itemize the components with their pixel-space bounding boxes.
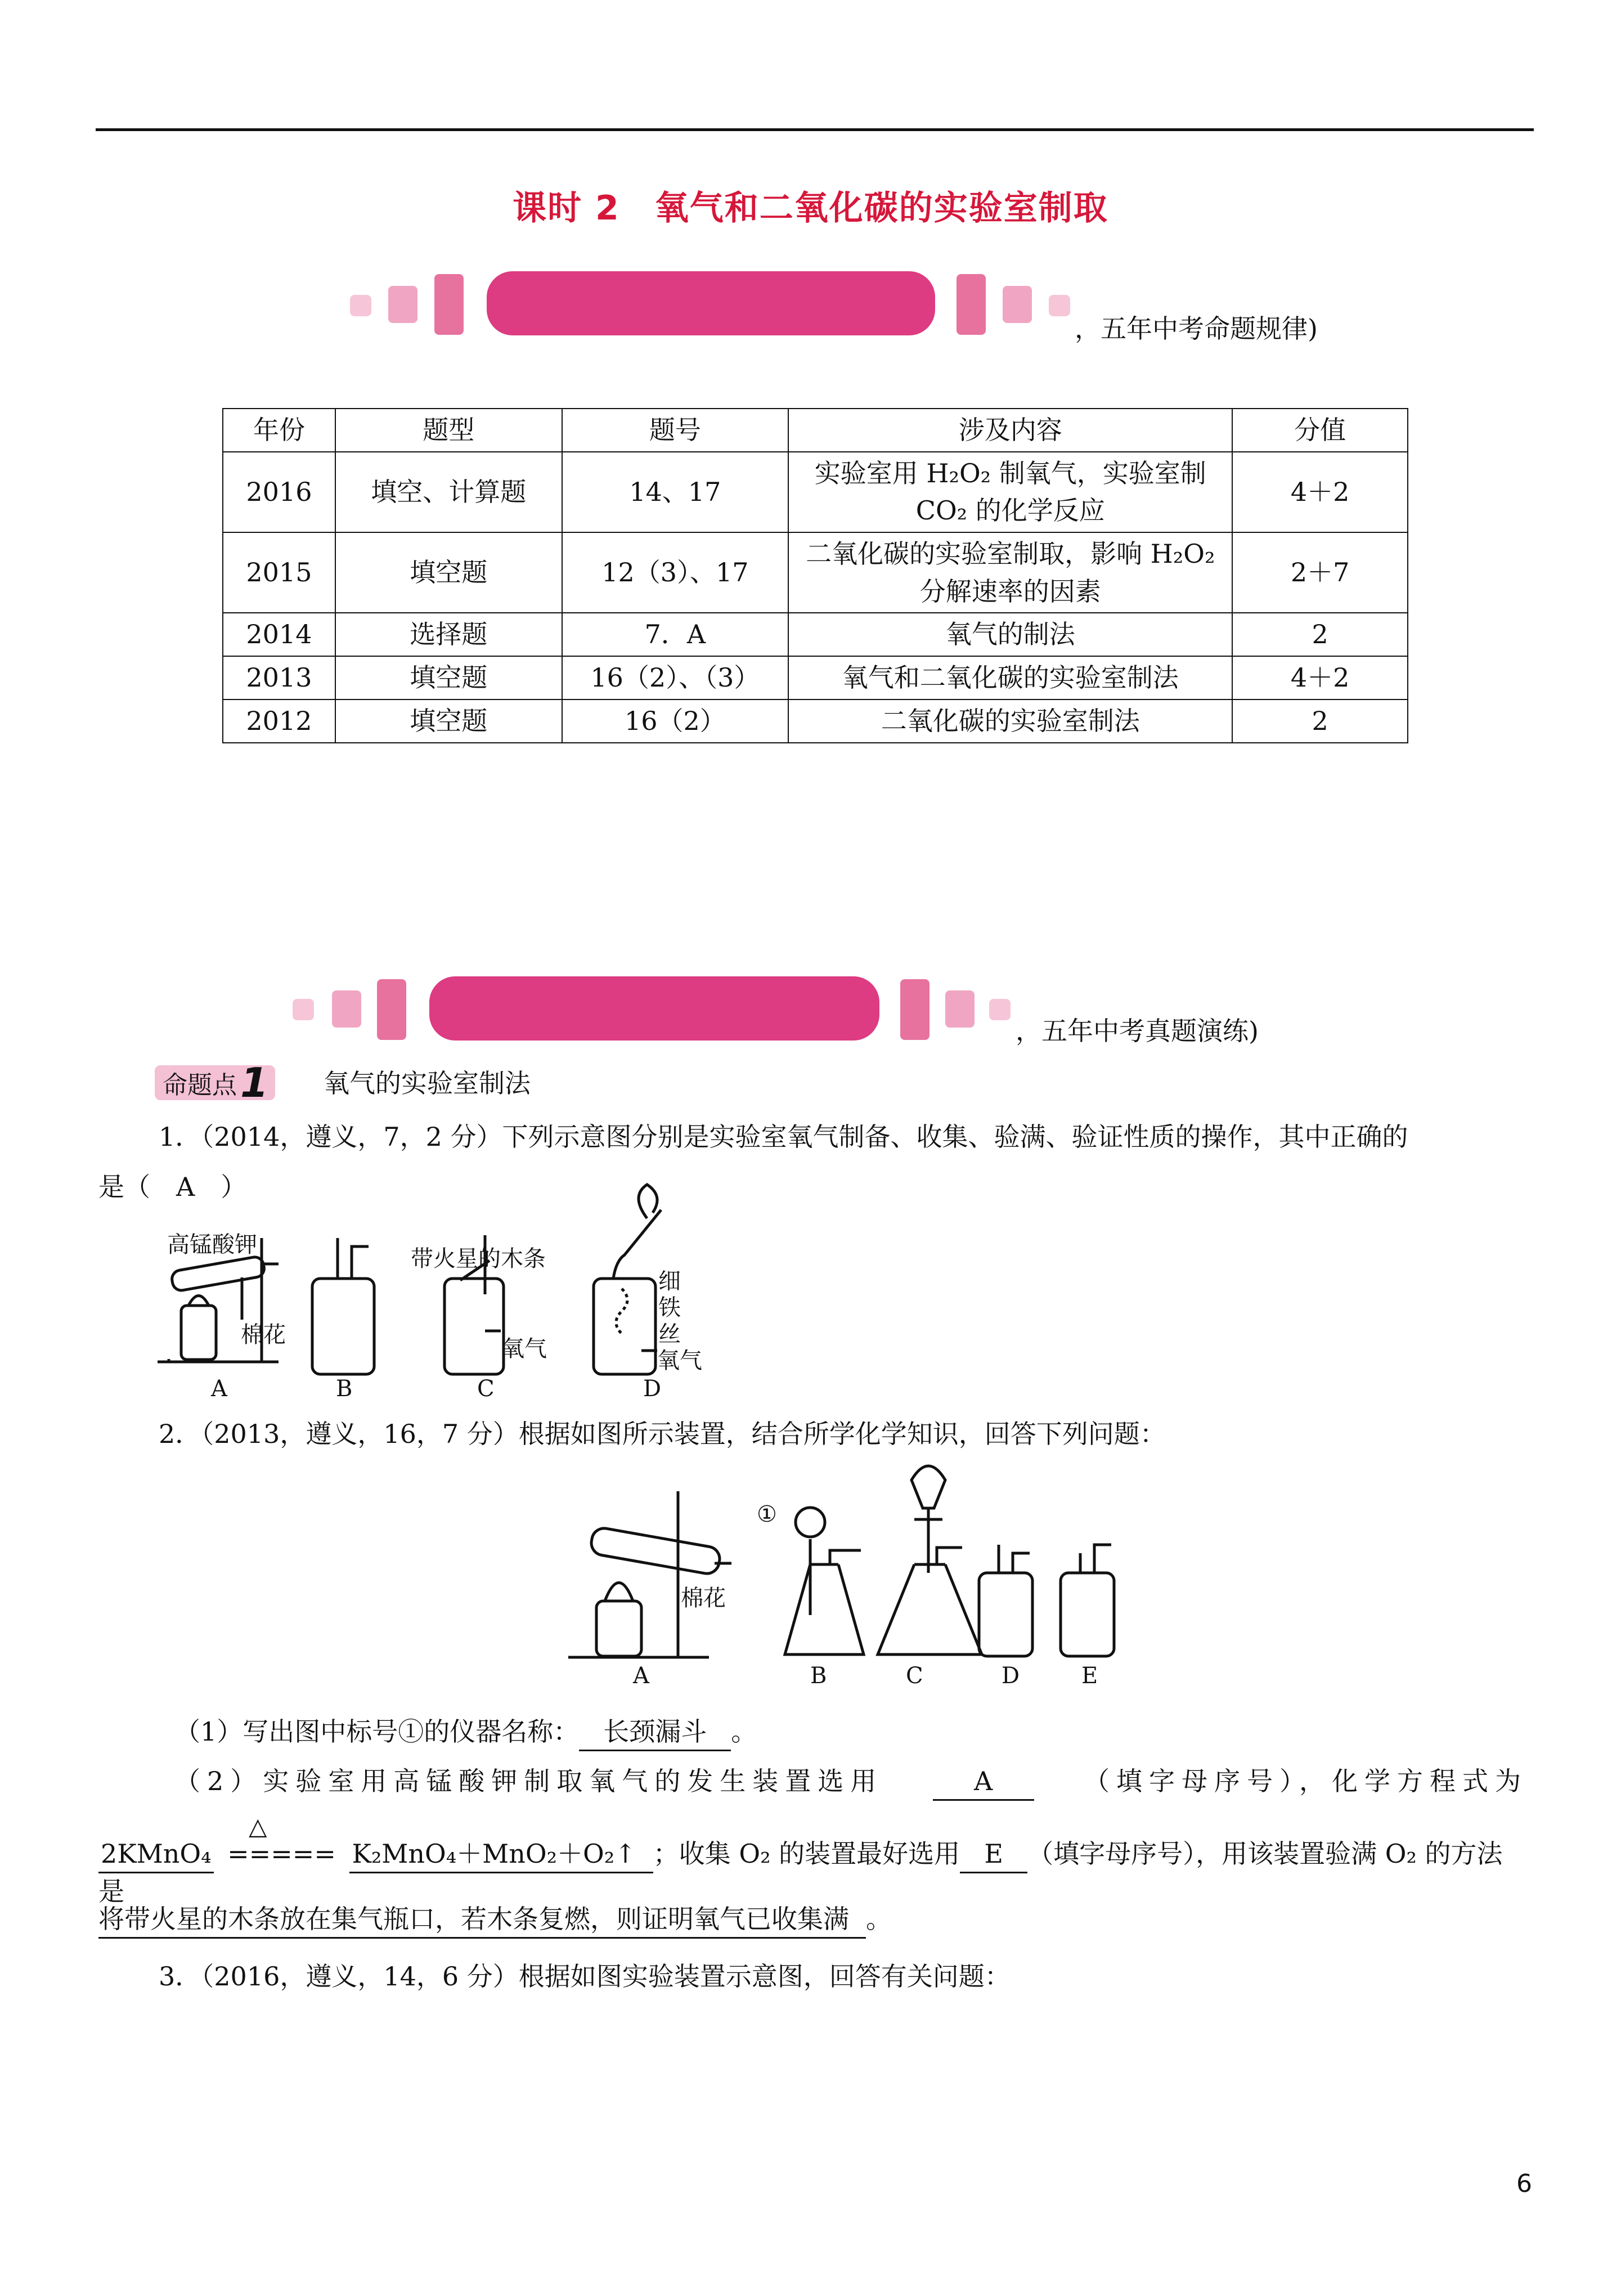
table-header-cell: 题型 xyxy=(335,409,562,452)
table-cell: 2 xyxy=(1232,699,1408,743)
table-cell: 4＋2 xyxy=(1232,656,1408,699)
q2-part1 xyxy=(174,1714,757,1751)
band-deco xyxy=(1049,295,1070,316)
table-cell: 4＋2 xyxy=(1232,452,1408,532)
eq-sign xyxy=(227,1813,336,1872)
table-cell: 二氧化碳的实验室制取，影响 H₂O₂ 分解速率的因素 xyxy=(788,532,1232,613)
q2-part2-line2 xyxy=(98,1813,1528,1909)
topic-tag xyxy=(155,1059,275,1106)
table-header-cell: 分值 xyxy=(1232,409,1408,452)
wire-label: 细 xyxy=(658,1268,681,1294)
oxygen-label: 氧气 xyxy=(502,1336,547,1362)
table-cell: 实验室用 H₂O₂ 制氧气，实验室制 CO₂ 的化学反应 xyxy=(788,452,1232,532)
band-deco xyxy=(332,990,361,1028)
top-rule xyxy=(96,128,1534,131)
q3-stem: 3．（2016，遵义，14，6 分）根据如图实验装置示意图，回答有关问题： xyxy=(159,1961,1011,1992)
section-band-pill xyxy=(487,271,935,335)
option-label: B xyxy=(336,1376,353,1402)
q2-part1-end: 。 xyxy=(731,1716,757,1747)
q2-part2-answer3: 将带火星的木条放在集气瓶口，若木条复燃，则证明氧气已收集满 xyxy=(98,1901,866,1939)
table-header-cell: 涉及内容 xyxy=(788,409,1232,452)
table-cell: 2016 xyxy=(223,452,335,532)
band-deco xyxy=(957,274,986,335)
q2-part2-text: （2）实验室用高锰酸钾制取氧气的发生装置选用 xyxy=(174,1766,883,1796)
q2-part2-text2: （填字母序号），化学方程式为 xyxy=(1084,1766,1528,1796)
table-header-cell: 题号 xyxy=(562,409,789,452)
option-label: A xyxy=(633,1663,649,1689)
topic-label: 命题点 xyxy=(163,1071,237,1100)
q2-part1-answer: 长颈漏斗 xyxy=(579,1714,731,1751)
q2-stem: 2．（2013，遵义，16，7 分）根据如图所示装置，结合所学化学知识，回答下列问题： xyxy=(159,1419,1166,1449)
table-cell: 填空题 xyxy=(335,656,562,699)
table-cell: 16（2）、（3） xyxy=(562,656,789,699)
topic-number: 1 xyxy=(240,1059,269,1106)
option-label: A xyxy=(211,1376,227,1402)
q2-part2-end: 。 xyxy=(866,1904,892,1934)
topic-title: 氧气的实验室制法 xyxy=(324,1068,531,1098)
section-band-pill xyxy=(429,976,879,1041)
table-cell: 二氧化碳的实验室制法 xyxy=(788,699,1232,743)
table-cell: 选择题 xyxy=(335,613,562,656)
section-caption: ，五年中考真题演练) xyxy=(1016,1016,1259,1046)
table-row xyxy=(223,532,1408,613)
table-cell: 2013 xyxy=(223,656,335,699)
table-header-row xyxy=(223,409,1408,452)
q2-part2-line1 xyxy=(174,1763,1528,1801)
eq-sign-text: ===== xyxy=(227,1838,336,1869)
band-deco xyxy=(377,979,406,1040)
table-cell: 2012 xyxy=(223,699,335,743)
option-label: D xyxy=(643,1376,662,1402)
table-row xyxy=(223,699,1408,743)
eq-right: K₂MnO₄＋MnO₂＋O₂↑ xyxy=(349,1836,653,1873)
option-label: D xyxy=(1002,1663,1020,1689)
band-deco xyxy=(293,999,314,1020)
table-row xyxy=(223,452,1408,532)
table-cell: 2014 xyxy=(223,613,335,656)
band-deco xyxy=(388,286,417,323)
band-deco xyxy=(900,979,930,1040)
wire-label: 铁 xyxy=(658,1295,681,1321)
q2-part2-text3: ；收集 O₂ 的装置最好选用 xyxy=(653,1838,960,1869)
band-deco xyxy=(945,990,975,1028)
table-cell: 填空题 xyxy=(335,532,562,613)
table-cell: 12（3）、17 xyxy=(562,532,789,613)
marker-label: ① xyxy=(757,1501,777,1527)
band-deco xyxy=(1003,286,1032,323)
option-label: B xyxy=(810,1663,827,1689)
wire-label: 丝 xyxy=(658,1321,681,1347)
table-cell: 2＋7 xyxy=(1232,532,1408,613)
cotton-label: 棉花 xyxy=(681,1585,726,1611)
q1-stem: 1．（2014，遵义，7，2 分）下列示意图分别是实验室氧气制备、收集、验满、验证性质的操作，其中正确的 xyxy=(159,1122,1408,1152)
table-cell: 氧气和二氧化碳的实验室制法 xyxy=(788,656,1232,699)
table-header-cell: 年份 xyxy=(223,409,335,452)
eq-left: 2KMnO₄ xyxy=(98,1836,214,1873)
option-label: E xyxy=(1081,1663,1098,1689)
table-row xyxy=(223,656,1408,699)
table-cell: 填空题 xyxy=(335,699,562,743)
option-label: C xyxy=(477,1376,495,1402)
q2-part2-answer: A xyxy=(933,1763,1034,1801)
heat-symbol: △ xyxy=(249,1813,267,1840)
band-deco xyxy=(350,295,371,316)
q2-part2-text4: （填字母序号），用该装置验满 O₂ 的方法是 xyxy=(98,1838,1503,1907)
lesson-title: 课时 2 氧气和二氧化碳的实验室制取 xyxy=(513,189,1108,228)
table-cell: 2015 xyxy=(223,532,335,613)
band-deco xyxy=(434,274,464,335)
option-label: C xyxy=(906,1663,923,1689)
splint-label: 带火星的木条 xyxy=(411,1246,546,1272)
q2-part1-text: （1）写出图中标号①的仪器名称： xyxy=(174,1716,580,1747)
oxygen-label: 氧气 xyxy=(657,1348,702,1374)
table-row xyxy=(223,613,1408,656)
section-caption: ，五年中考命题规律) xyxy=(1075,313,1318,344)
reagent-label: 高锰酸钾 xyxy=(167,1232,257,1258)
table-cell: 14、17 xyxy=(562,452,789,532)
exam-stats-table xyxy=(222,408,1408,743)
table-cell: 氧气的制法 xyxy=(788,613,1232,656)
q1-answer-line: 是（ A ） xyxy=(98,1172,247,1202)
table-cell: 2 xyxy=(1232,613,1408,656)
band-deco xyxy=(989,999,1011,1020)
table-cell: 7．A xyxy=(562,613,789,656)
q2-part2-answer2: E xyxy=(960,1836,1027,1873)
q2-part2-line3 xyxy=(98,1901,892,1939)
page-number: 6 xyxy=(1516,2169,1532,2198)
table-cell: 填空、计算题 xyxy=(335,452,562,532)
table-cell: 16（2） xyxy=(562,699,789,743)
cotton-label: 棉花 xyxy=(241,1322,286,1348)
